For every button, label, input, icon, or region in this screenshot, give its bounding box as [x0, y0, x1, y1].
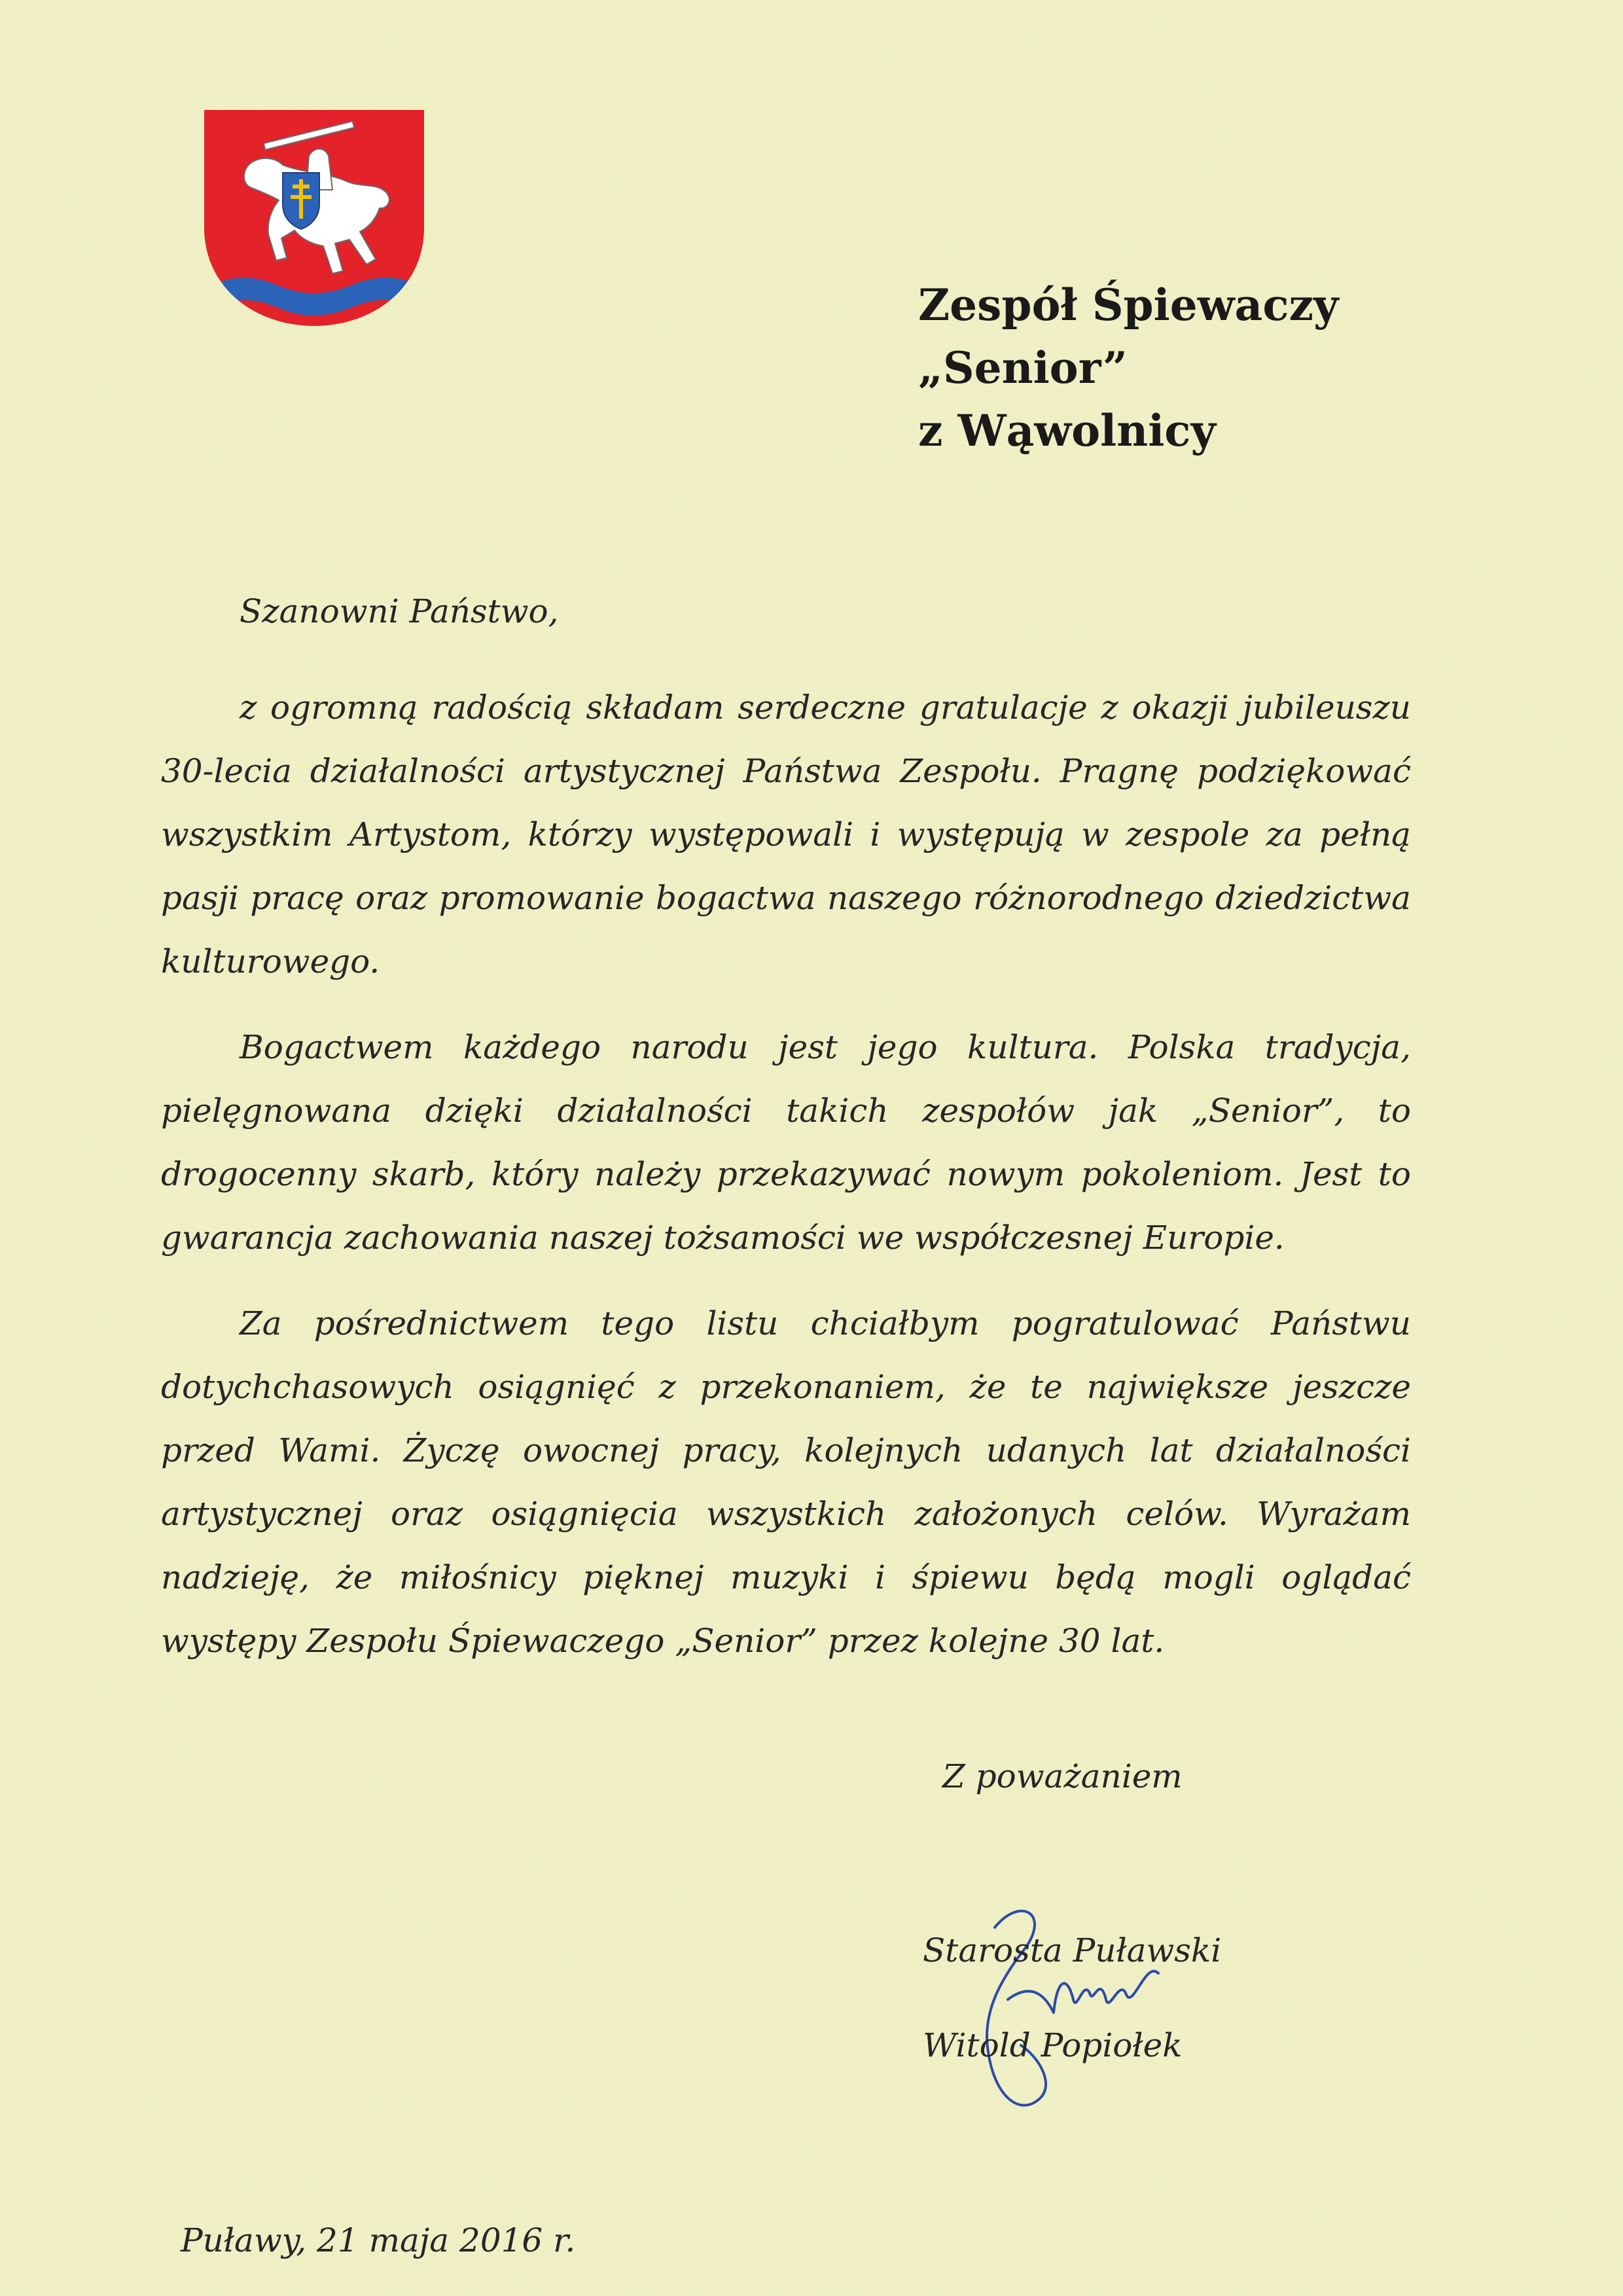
paragraph: Bogactwem każdego narodu jest jego kultura. Polska tradycja, pielęgnowana dzięki działalności takich zespołów jak „Senior”, to drogocenny skarb, który należy przekazywać nowym pokoleniom. Jest to gwarancja zachowania naszej tożsamości we współczesnej Europie. — [161, 1028, 1411, 1257]
coat-of-arms-emblem — [204, 110, 424, 326]
addressee-block — [918, 274, 1507, 462]
paragraph: z ogromną radością składam serdeczne gratulacje z okazji jubileuszu 30-lecia działalności artystycznej Państwa Zespołu. Pragnę podziękować wszystkim Artystom, którzy występowali i występują w zespole za pełną pasji pracę oraz promowanie bogactwa naszego różnorodnego dziedzictwa kulturowego. — [161, 689, 1411, 980]
signer-name: Witold Popiołek — [923, 2026, 1183, 2064]
addressee-line-3: z Wąwolnicy — [918, 405, 1216, 456]
paragraph: Za pośrednictwem tego listu chciałbym pogratulować Państwu dotychchasowych osiągnięć z przekonaniem, że te największe jeszcze przed Wami. Życzę owocnej pracy, kolejnych udanych lat działalności artystycznej oraz osiągnięcia wszystkich założonych celów. Wyrażam nadzieję, że miłośnicy pięknej muzyki i śpiewu będą mogli oglądać występy Zespołu Śpiewaczego „Senior” przez kolejne 30 lat. — [161, 1304, 1411, 1660]
signer-title: Starosta Puławski — [923, 1931, 1222, 1969]
shield-with-cross — [283, 173, 319, 229]
addressee-line-2: „Senior” — [918, 342, 1128, 393]
addressee-line-1: Zespół Śpiewaczy — [918, 279, 1339, 331]
closing-phrase: Z poważaniem — [942, 1757, 1183, 1795]
salutation: Szanowni Państwo, — [240, 592, 559, 630]
place-and-date: Puławy, 21 maja 2016 r. — [181, 2221, 576, 2259]
letter-body — [161, 676, 1411, 1695]
